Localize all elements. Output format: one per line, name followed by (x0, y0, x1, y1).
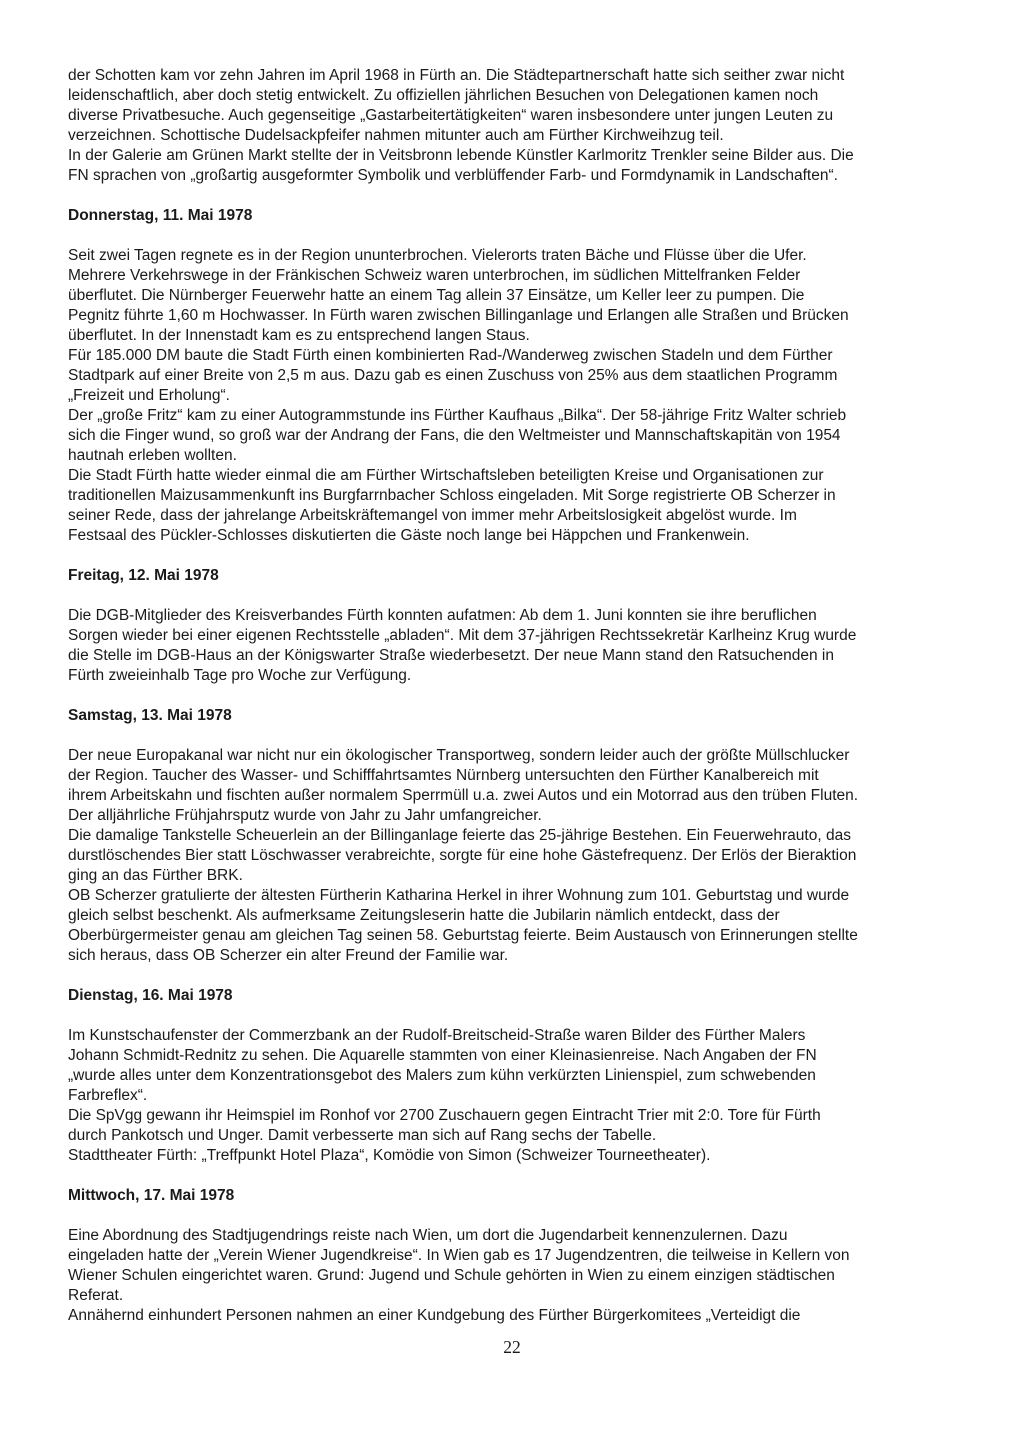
date-heading: Samstag, 13. Mai 1978 (68, 707, 232, 724)
text-line: Stadttheater Fürth: „Treffpunkt Hotel Plaza“, Komödie von Simon (Schweizer Tourneetheater). (68, 1147, 711, 1164)
text-line: Die damalige Tankstelle Scheuerlein an der Billinganlage feierte das 25-jährige Bestehen. Ein Feuerwehrauto, das (68, 827, 851, 844)
paragraph (68, 66, 963, 186)
text-line: der Schotten kam vor zehn Jahren im April 1968 in Fürth an. Die Städtepartnerschaft hatte sich seither zwar nicht (68, 67, 845, 84)
text-line: gleich selbst beschenkt. Als aufmerksame Zeitungsleserin hatte die Jubilarin nämlich entdeckt, dass der (68, 907, 780, 924)
text-line: Im Kunstschaufenster der Commerzbank an der Rudolf-Breitscheid-Straße waren Bilder des Fürther Malers (68, 1027, 806, 1044)
text-line: „Freizeit und Erholung“. (68, 387, 230, 404)
paragraph (68, 826, 963, 886)
text-line: Festsaal des Pückler-Schlosses diskutierten die Gäste noch lange bei Häppchen und Frankenwein. (68, 527, 750, 544)
text-line: traditionellen Maizusammenkunft ins Burgfarrnbacher Schloss eingeladen. Mit Sorge registrierte OB Scherzer in (68, 487, 836, 504)
page-number: 22 (503, 1337, 521, 1357)
text-line: hautnah erleben wollten. (68, 447, 237, 464)
text-line: die Stelle im DGB-Haus an der Königswarter Straße wiederbesetzt. Der neue Mann stand den Ratsuchenden in (68, 647, 834, 664)
text-line: Wiener Schulen eingerichtet waren. Grund: Jugend und Schule gehörten in Wien zu einem einzigen städtischen (68, 1267, 835, 1284)
text-line: sich die Finger wund, so groß war der Andrang der Fans, die den Weltmeister und Mannschaftskapitän von 1954 (68, 427, 841, 444)
text-line: Farbreflex“. (68, 1087, 148, 1104)
text-line: Der neue Europakanal war nicht nur ein ökologischer Transportweg, sondern leider auch der größte Müllschlucker (68, 747, 850, 764)
document-body (68, 66, 963, 1326)
text-line: überflutet. In der Innenstadt kam es zu entsprechend langen Staus. (68, 327, 530, 344)
text-line: durstlöschendes Bier statt Löschwasser verabreichte, sorgte für eine hohe Gästefrequenz. Der Erlös der Bieraktion (68, 847, 857, 864)
date-heading: Donnerstag, 11. Mai 1978 (68, 207, 253, 224)
text-line: Seit zwei Tagen regnete es in der Region ununterbrochen. Vielerorts traten Bäche und Flüsse über die Ufer. (68, 247, 807, 264)
text-line: ihrem Arbeitskahn und fischten außer normalem Sperrmüll u.a. zwei Autos und ein Motorrad aus den trüben Fluten. (68, 787, 859, 804)
text-line: FN sprachen von „großartig ausgeformter Symbolik und verblüffender Farb- und Formdynamik in Landschaften“. (68, 167, 838, 184)
text-line: Referat. (68, 1287, 124, 1304)
text-line: diverse Privatbesuche. Auch gegenseitige „Gastarbeitertätigkeiten“ waren insbesondere unter jungen Leuten zu (68, 107, 834, 124)
text-line: durch Pankotsch und Unger. Damit verbesserte man sich auf Rang sechs der Tabelle. (68, 1127, 657, 1144)
text-line: Johann Schmidt-Rednitz zu sehen. Die Aquarelle stammten von einer Kleinasienreise. Nach Angaben der FN (68, 1047, 817, 1064)
text-line: Mehrere Verkehrswege in der Fränkischen Schweiz waren unterbrochen, im südlichen Mittelfranken Felder (68, 267, 801, 284)
text-line: Der alljährliche Frühjahrsputz wurde von Jahr zu Jahr umfangreicher. (68, 807, 542, 824)
text-line: Oberbürgermeister genau am gleichen Tag seinen 58. Geburtstag feierte. Beim Austausch von Erinnerungen stellte (68, 927, 858, 944)
text-line: Die SpVgg gewann ihr Heimspiel im Ronhof vor 2700 Zuschauern gegen Eintracht Trier mit 2:0. Tore für Fürth (68, 1107, 821, 1124)
paragraph (68, 886, 963, 966)
text-line: Die DGB-Mitglieder des Kreisverbandes Fürth konnten aufatmen: Ab dem 1. Juni konnten sie ihre beruflichen (68, 607, 817, 624)
text-line: seiner Rede, dass der jahrelange Arbeitskräftemangel von immer mehr Arbeitslosigkeit abgelöst wurde. Im (68, 507, 797, 524)
text-line: leidenschaftlich, aber doch stetig entwickelt. Zu offiziellen jährlichen Besuchen von Delegationen kamen noch (68, 87, 819, 104)
date-heading: Dienstag, 16. Mai 1978 (68, 987, 233, 1004)
text-line: Eine Abordnung des Stadtjugendrings reiste nach Wien, um dort die Jugendarbeit kennenzulernen. Dazu (68, 1227, 788, 1244)
paragraph (68, 246, 963, 346)
text-line: eingeladen hatte der „Verein Wiener Jugendkreise“. In Wien gab es 17 Jugendzentren, die teilweise in Kellern von (68, 1247, 850, 1264)
text-line: OB Scherzer gratulierte der ältesten Fürtherin Katharina Herkel in ihrer Wohnung zum 101. Geburtstag und wurde (68, 887, 850, 904)
text-line: Sorgen wieder bei einer eigenen Rechtsstelle „abladen“. Mit dem 37-jährigen Rechtssekretär Karlheinz Krug wurde (68, 627, 857, 644)
paragraph (68, 1026, 963, 1106)
text-line: Stadtpark auf einer Breite von 2,5 m aus. Dazu gab es einen Zuschuss von 25% aus dem staatlichen Programm (68, 367, 838, 384)
paragraph (68, 606, 963, 686)
paragraph (68, 746, 963, 826)
text-line: überflutet. Die Nürnberger Feuerwehr hatte an einem Tag allein 37 Einsätze, um Keller leer zu pumpen. Die (68, 287, 805, 304)
text-line: In der Galerie am Grünen Markt stellte der in Veitsbronn lebende Künstler Karlmoritz Trenkler seine Bilder aus. Die (68, 147, 854, 164)
text-line: Der „große Fritz“ kam zu einer Autogrammstunde ins Fürther Kaufhaus „Bilka“. Der 58-jährige Fritz Walter schrieb (68, 407, 847, 424)
paragraph (68, 1146, 963, 1166)
text-line: Fürth zweieinhalb Tage pro Woche zur Verfügung. (68, 667, 412, 684)
text-line: Die Stadt Fürth hatte wieder einmal die am Fürther Wirtschaftsleben beteiligten Kreise und Organisationen zur (68, 467, 824, 484)
date-heading: Mittwoch, 17. Mai 1978 (68, 1187, 235, 1204)
paragraph (68, 466, 963, 546)
paragraph (68, 1306, 963, 1326)
paragraph (68, 1106, 963, 1146)
text-line: Für 185.000 DM baute die Stadt Fürth einen kombinierten Rad-/Wanderweg zwischen Stadeln und dem Fürther (68, 347, 833, 364)
paragraph (68, 406, 963, 466)
text-line: Annähernd einhundert Personen nahmen an einer Kundgebung des Fürther Bürgerkomitees „Verteidigt die (68, 1307, 801, 1324)
text-line: sich heraus, dass OB Scherzer ein alter Freund der Familie war. (68, 947, 509, 964)
paragraph (68, 1226, 963, 1306)
text-line: der Region. Taucher des Wasser- und Schifffahrtsamtes Nürnberg untersuchten den Fürther Kanalbereich mit (68, 767, 819, 784)
text-line: „wurde alles unter dem Konzentrationsgebot des Malers zum kühn verkürzten Linienspiel, zum schwebenden (68, 1067, 816, 1084)
text-line: ging an das Fürther BRK. (68, 867, 243, 884)
date-heading: Freitag, 12. Mai 1978 (68, 567, 219, 584)
text-line: verzeichnen. Schottische Dudelsackpfeifer nahmen mitunter auch am Fürther Kirchweihzug teil. (68, 127, 724, 144)
paragraph (68, 346, 963, 406)
text-line: Pegnitz führte 1,60 m Hochwasser. In Fürth waren zwischen Billinganlage und Erlangen alle Straßen und Brücken (68, 307, 849, 324)
